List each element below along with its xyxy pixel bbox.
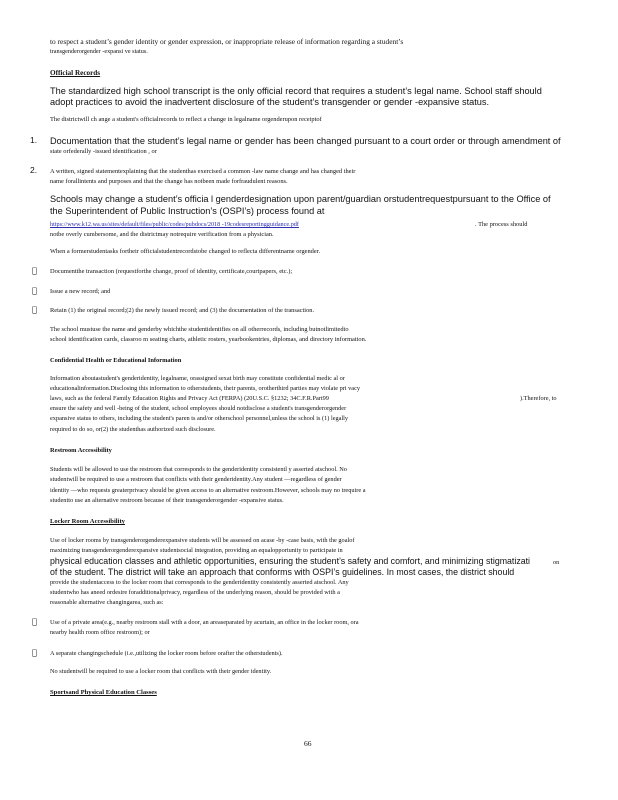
text-line: Use of a private area(e.g., nearby restroom stall with a door, an areaseparated by acurtain, an office in the locker room, ora xyxy=(50,619,359,626)
text-line: provide the studentaccess to the locker room that corresponds to the genderidentity consistently asserted atschool. Any xyxy=(50,579,349,586)
text-line: school identification cards, classroo m seating charts, athletic rosters, yearbookentries, diplomas, and directory information. xyxy=(50,336,367,343)
text-line: state orfederally -issued identification , or xyxy=(50,148,157,155)
text-line: Information aboutastudent's genderidentity, legalname, orassigned sexat birth may constitute confidential medic al or xyxy=(50,375,345,382)
section-heading-restroom: Restroom Accessibility xyxy=(50,447,112,454)
text-line: to respect a student’s gender identity or gender expression, or inappropriate release of information regarding a student’s xyxy=(50,37,404,46)
text-line: The districtwill ch ange a student's officialrecords to reflect a change in legalname orgenderupon receiptof xyxy=(50,116,322,123)
ospi-guidance-link[interactable]: https://www.k12.wa.us/sites/default/files/public/codes/pubdocs/2018 -19codesreportingguidance.pdf xyxy=(50,221,299,228)
text-line: studentto use an alternative restroom because of their transgenderorgender -expansive status. xyxy=(50,497,284,504)
section-heading-confidential-info: Confidential Health or Educational Information xyxy=(50,357,182,364)
text-line: expansive status to others, including the student's paren ts and/or otherschool personnel,unless the school is (1) legally xyxy=(50,415,349,422)
page-number: 66 xyxy=(304,739,312,748)
text-line: studentwho has aneed ordesire foradditionalprivacy, regardless of the underlying reason, should be provided with a xyxy=(50,589,340,596)
text-line: Students will be allowed to use the restroom that corresponds to the genderidentity consistentl y asserted atschool. No xyxy=(50,466,347,473)
section-heading-locker-room: Locker Room Accessibility xyxy=(50,518,125,525)
text-line: of the student. The district will take an approach that conforms with OSPI’s guidelines. In most cases, the district should xyxy=(50,567,515,577)
section-heading-official-records: Official Records xyxy=(50,69,101,77)
text-line: the Superintendent of Public Instruction’s (OSPI’s) process found at xyxy=(50,206,325,216)
text-line: maximizing transgenderorgenderexpansive studentsocial integration, providing an equalopportunity to participate in xyxy=(50,547,343,554)
text-line: nearby health room office restroom); or xyxy=(50,629,150,636)
text-line: laws, such as the federal Family Education Rights and Privacy Act (FERPA) (20U.S.C. §1232; 34C.F.R.Part99 xyxy=(50,395,329,402)
list-number-1: 1. xyxy=(30,135,38,145)
text-line: ensure the safety and well -being of the student, school employees should notdisclose a student's transgenderorgender xyxy=(50,405,347,412)
text-line: A written, signed statementexplaining that the studenthas exercised a common -law name change and has changed their xyxy=(50,168,356,175)
section-heading-sports-pe: Sportsand Physical Education Classes xyxy=(50,689,157,696)
text-line: The school mustuse the name and genderby whichthe studentidentifies on all otherrecords, including butnotlimitedto xyxy=(50,326,349,333)
text-line: adopt practices to avoid the inadvertent disclosure of the student’s transgender or gender -expansive status. xyxy=(50,97,490,107)
text-line: on xyxy=(553,559,560,566)
text-line: studentwill be required to use a restroom that conflicts with their genderidentity.Any student —regardless of gender xyxy=(50,476,342,483)
bullet-icon xyxy=(32,617,37,626)
text-line: name forallintents and purposes and that the change has notbeen made forfraudulent reasons. xyxy=(50,178,288,185)
bullet-icon xyxy=(32,305,37,314)
text-line: reasonable alternative changingarea, such as: xyxy=(50,599,164,606)
text-line: When a formerstudentasks fortheir officialstudentrecordstobe changed to reflecta differentname orgender. xyxy=(50,248,321,255)
text-line: The standardized high school transcript is the only official record that requires a student’s legal name. School staff should xyxy=(50,86,542,96)
text-line: ).Therefore, to xyxy=(520,395,557,402)
text-line: A separate changingschedule (i.e.,utilizing the locker room before orafter the otherstudents). xyxy=(50,650,283,657)
text-line: identity —who requests greaterprivacy should be given access to an alternative restroom.However, schools may no trequire a xyxy=(50,487,366,494)
text-line: Retain (1) the original record;(2) the newly issued record; and (3) the documentation of the transaction. xyxy=(50,307,315,314)
bullet-icon xyxy=(32,648,37,657)
text-line: educationalinformation.Disclosing this information to otherstudents, their parents, orotherthird parties may violate pri vacy xyxy=(50,385,361,392)
text-line: . The process should xyxy=(475,221,528,228)
bullet-icon xyxy=(32,266,37,275)
text-line: Documentthe transaction (requestforthe change, proof of identity, certificate,courtpapers, etc.); xyxy=(50,268,293,275)
text-line: Documentation that the student’s legal name or gender has been changed pursuant to a court order or through amendment of xyxy=(50,136,561,146)
text-line: notbe overly cumbersome, and the districtmay notrequire verification from a physician. xyxy=(50,231,274,238)
text-line: transgenderorgender -expansi ve status. xyxy=(50,48,148,55)
bullet-icon xyxy=(32,286,37,295)
text-line: Use of locker rooms by transgenderorgenderexpansive students will be assessed on acase -by -case basis, with the goalof xyxy=(50,537,355,544)
text-line: No studentwill be required to use a locker room that conflicts with their gender identity. xyxy=(50,668,272,675)
text-line: Issue a new record; and xyxy=(50,288,111,295)
text-line: physical education classes and athletic opportunities, ensuring the student’s safety and comfort, and minimizing stigmatizati xyxy=(50,556,531,566)
text-line: Schools may change a student’s officia l genderdesignation upon parent/guardian orstudentrequestpursuant to the Office of xyxy=(50,194,551,204)
list-number-2: 2. xyxy=(30,165,38,175)
text-line: required to do so, or(2) the studenthas authorized such disclosure. xyxy=(50,426,216,433)
